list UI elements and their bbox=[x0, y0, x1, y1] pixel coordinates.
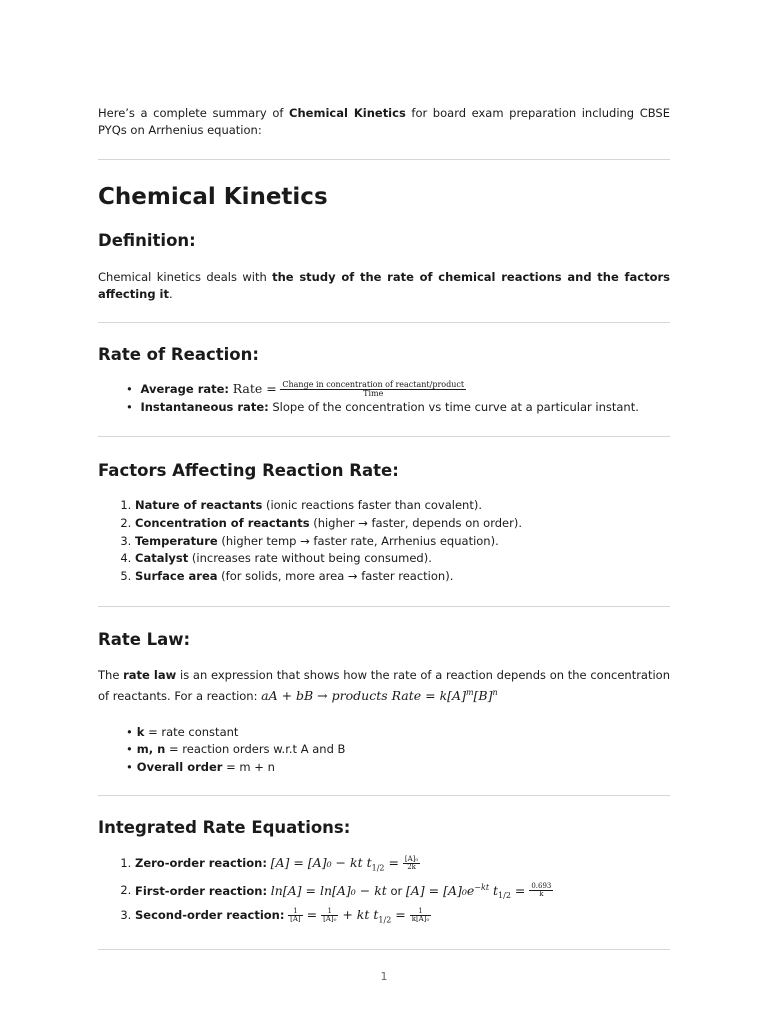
divider bbox=[98, 322, 670, 323]
intro-bold: Chemical Kinetics bbox=[289, 106, 406, 120]
term-bold: Overall order bbox=[136, 759, 223, 774]
list-item bbox=[135, 497, 670, 515]
equals-sign: = bbox=[302, 906, 322, 922]
list-item bbox=[126, 759, 670, 777]
integrated-list bbox=[98, 853, 670, 929]
fraction-numerator: 1 bbox=[321, 908, 338, 916]
page-number: 1 bbox=[380, 970, 388, 983]
instantaneous-rate-text: Slope of the concentration vs time curve at a particular instant. bbox=[268, 399, 639, 414]
fraction-numerator: 1 bbox=[288, 908, 303, 916]
term-text: = rate constant bbox=[144, 724, 239, 739]
instantaneous-rate-label: Instantaneous rate: bbox=[140, 399, 269, 414]
equals-sign: = bbox=[510, 882, 530, 898]
list-item bbox=[135, 550, 670, 568]
average-rate-lhs: Rate = bbox=[232, 381, 277, 396]
rate-law-bold: rate law bbox=[123, 667, 177, 682]
second-order-equation: + kt t bbox=[338, 906, 379, 922]
definition-paragraph bbox=[98, 269, 670, 303]
equals-sign: = bbox=[384, 855, 403, 871]
or-text: or bbox=[386, 883, 406, 898]
fraction-denominator: k[A]₀ bbox=[411, 914, 430, 923]
zero-order-label: Zero-order reaction: bbox=[135, 856, 267, 871]
factor-bold: Concentration of reactants bbox=[135, 515, 310, 530]
rate-of-reaction-list bbox=[98, 380, 670, 416]
page-title: Chemical Kinetics bbox=[98, 184, 328, 210]
factor-text: (ionic reactions faster than covalent). bbox=[262, 498, 482, 512]
divider bbox=[98, 949, 670, 950]
factor-bold: Nature of reactants bbox=[135, 498, 263, 512]
rate-law-paragraph bbox=[98, 667, 670, 705]
rate-law-equation: aA + bB → products Rate = k[A] bbox=[261, 687, 466, 703]
list-item bbox=[135, 853, 670, 877]
fraction-numerator: 0.693 bbox=[531, 882, 552, 891]
second-order-fraction-halflife bbox=[410, 908, 432, 923]
first-order-equation-exp: [A] = [A]₀e bbox=[405, 882, 475, 898]
integrated-heading: Integrated Rate Equations: bbox=[98, 818, 351, 838]
definition-text: Chemical kinetics deals with bbox=[98, 270, 273, 284]
half-life-t: t bbox=[489, 882, 499, 898]
second-order-fraction-lhs bbox=[288, 908, 303, 923]
equals-sign: = bbox=[391, 906, 410, 922]
divider bbox=[98, 436, 670, 437]
factor-text: (higher → faster, depends on order). bbox=[309, 515, 522, 530]
definition-text-end: . bbox=[169, 287, 173, 301]
exponent-n: n bbox=[492, 687, 498, 697]
factors-heading: Factors Affecting Reaction Rate: bbox=[98, 461, 399, 480]
second-order-fraction-initial bbox=[321, 908, 338, 923]
definition-heading: Definition: bbox=[98, 231, 196, 250]
list-item bbox=[135, 878, 670, 905]
term-text: = reaction orders w.r.t A and B bbox=[165, 742, 346, 757]
rate-law-bracket-b: [B] bbox=[473, 687, 493, 703]
exponent: −kt bbox=[474, 882, 490, 892]
rate-law-text: The bbox=[98, 667, 124, 682]
zero-order-fraction bbox=[403, 856, 420, 871]
zero-order-equation: [A] = [A]₀ − kt t bbox=[270, 855, 372, 871]
rate-law-heading: Rate Law: bbox=[98, 629, 191, 649]
document-page bbox=[98, 105, 670, 950]
list-item bbox=[126, 724, 670, 742]
fraction-denominator: [A] bbox=[290, 914, 301, 923]
exponent-m: m bbox=[465, 687, 474, 697]
fraction-denominator: 2k bbox=[407, 863, 416, 872]
fraction-numerator: 1 bbox=[410, 908, 432, 916]
average-rate-fraction bbox=[280, 381, 466, 398]
factor-bold: Temperature bbox=[135, 533, 218, 548]
factor-bold: Catalyst bbox=[135, 551, 189, 566]
intro-text: Here’s a complete summary of bbox=[98, 106, 290, 120]
divider bbox=[98, 606, 670, 607]
first-order-equation-log: ln[A] = ln[A]₀ − kt bbox=[270, 882, 387, 898]
first-order-label: First-order reaction: bbox=[135, 883, 268, 898]
list-item bbox=[126, 399, 670, 417]
fraction-numerator: [A]₀ bbox=[404, 855, 419, 864]
factor-text: (increases rate without being consumed). bbox=[188, 551, 432, 566]
factors-list bbox=[98, 497, 670, 586]
rate-of-reaction-heading: Rate of Reaction: bbox=[98, 345, 259, 364]
divider bbox=[98, 795, 670, 796]
second-order-label: Second-order reaction: bbox=[135, 907, 285, 922]
fraction-denominator: Time bbox=[363, 389, 384, 398]
fraction-numerator: Change in concentration of reactant/product bbox=[282, 380, 465, 389]
fraction-denominator: [A]₀ bbox=[323, 914, 337, 923]
fraction-denominator: k bbox=[539, 890, 544, 899]
list-item bbox=[126, 380, 670, 399]
half-life-subscript: 1/2 bbox=[378, 915, 392, 925]
definition-bold: the study of the rate of chemical reactions and the factors affecting it bbox=[98, 270, 670, 301]
factor-text: (higher temp → faster rate, Arrhenius equation). bbox=[217, 533, 499, 548]
list-item bbox=[135, 533, 670, 551]
rate-law-text-end: is an expression that shows how the rate of a reaction depends on the concentration of reactants. For a reaction: bbox=[98, 667, 671, 703]
half-life-subscript: 1/2 bbox=[498, 890, 511, 900]
factor-bold: Surface area bbox=[135, 569, 218, 584]
list-item bbox=[135, 515, 670, 533]
average-rate-label: Average rate: bbox=[140, 382, 230, 396]
term-bold: k bbox=[136, 724, 145, 739]
intro-paragraph bbox=[98, 105, 670, 139]
rate-law-list bbox=[98, 724, 670, 777]
list-item bbox=[135, 568, 670, 586]
divider bbox=[98, 159, 670, 160]
term-text: = m + n bbox=[222, 759, 275, 774]
factor-text: (for solids, more area → faster reaction). bbox=[217, 569, 454, 584]
list-item bbox=[126, 741, 670, 759]
first-order-fraction bbox=[529, 883, 553, 898]
intro-text-end: for board exam preparation including CBSE PYQs on Arrhenius equation: bbox=[98, 106, 670, 137]
half-life-subscript: 1/2 bbox=[371, 863, 385, 873]
term-bold: m, n bbox=[136, 742, 166, 757]
list-item bbox=[135, 905, 670, 929]
